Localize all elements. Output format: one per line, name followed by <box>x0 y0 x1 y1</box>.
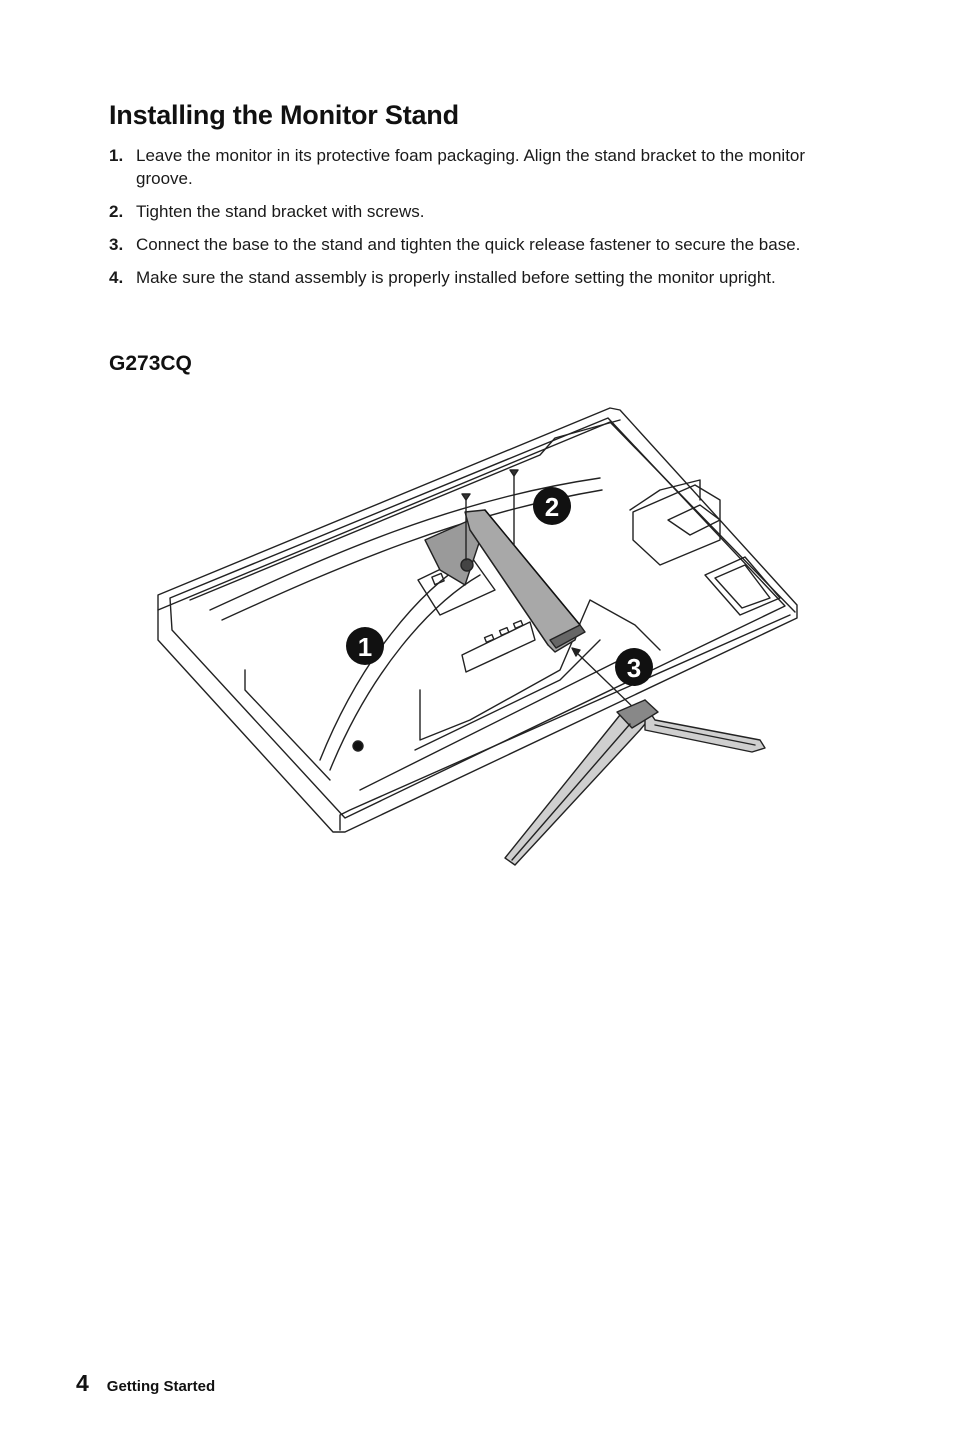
callout-3-label: 3 <box>626 653 642 683</box>
power-button-icon <box>353 741 363 751</box>
step-number: 1. <box>109 146 124 165</box>
step-number: 4. <box>109 268 124 287</box>
stand-installation-illustration <box>150 400 810 875</box>
monitor-back-outline <box>158 408 797 832</box>
stand-bracket <box>425 510 585 652</box>
callout-3-badge <box>615 648 653 686</box>
step-number: 3. <box>109 235 124 254</box>
instruction-step <box>109 200 849 223</box>
callout-1-badge <box>346 627 384 665</box>
step-text: Connect the base to the stand and tighten the quick release fastener to secure the base. <box>136 235 801 254</box>
page-number: 4 <box>76 1370 89 1396</box>
model-heading: G273CQ <box>109 352 192 375</box>
port-panel <box>462 621 535 672</box>
callout-2-label: 2 <box>544 492 560 522</box>
step-text: Make sure the stand assembly is properly installed before setting the monitor upright. <box>136 268 776 287</box>
callout-2-badge <box>533 487 571 525</box>
instruction-step <box>109 144 849 190</box>
page-title: Installing the Monitor Stand <box>109 100 459 130</box>
instruction-step <box>109 233 849 256</box>
step-text: Leave the monitor in its protective foam packaging. Align the stand bracket to the monitor groove. <box>136 146 806 188</box>
page-footer <box>76 1370 215 1397</box>
section-name: Getting Started <box>106 1378 216 1395</box>
step-number: 2. <box>109 202 124 221</box>
step-text: Tighten the stand bracket with screws. <box>136 202 425 221</box>
instruction-list <box>109 144 849 299</box>
callout-1-label: 1 <box>357 632 373 662</box>
instruction-step <box>109 266 849 289</box>
